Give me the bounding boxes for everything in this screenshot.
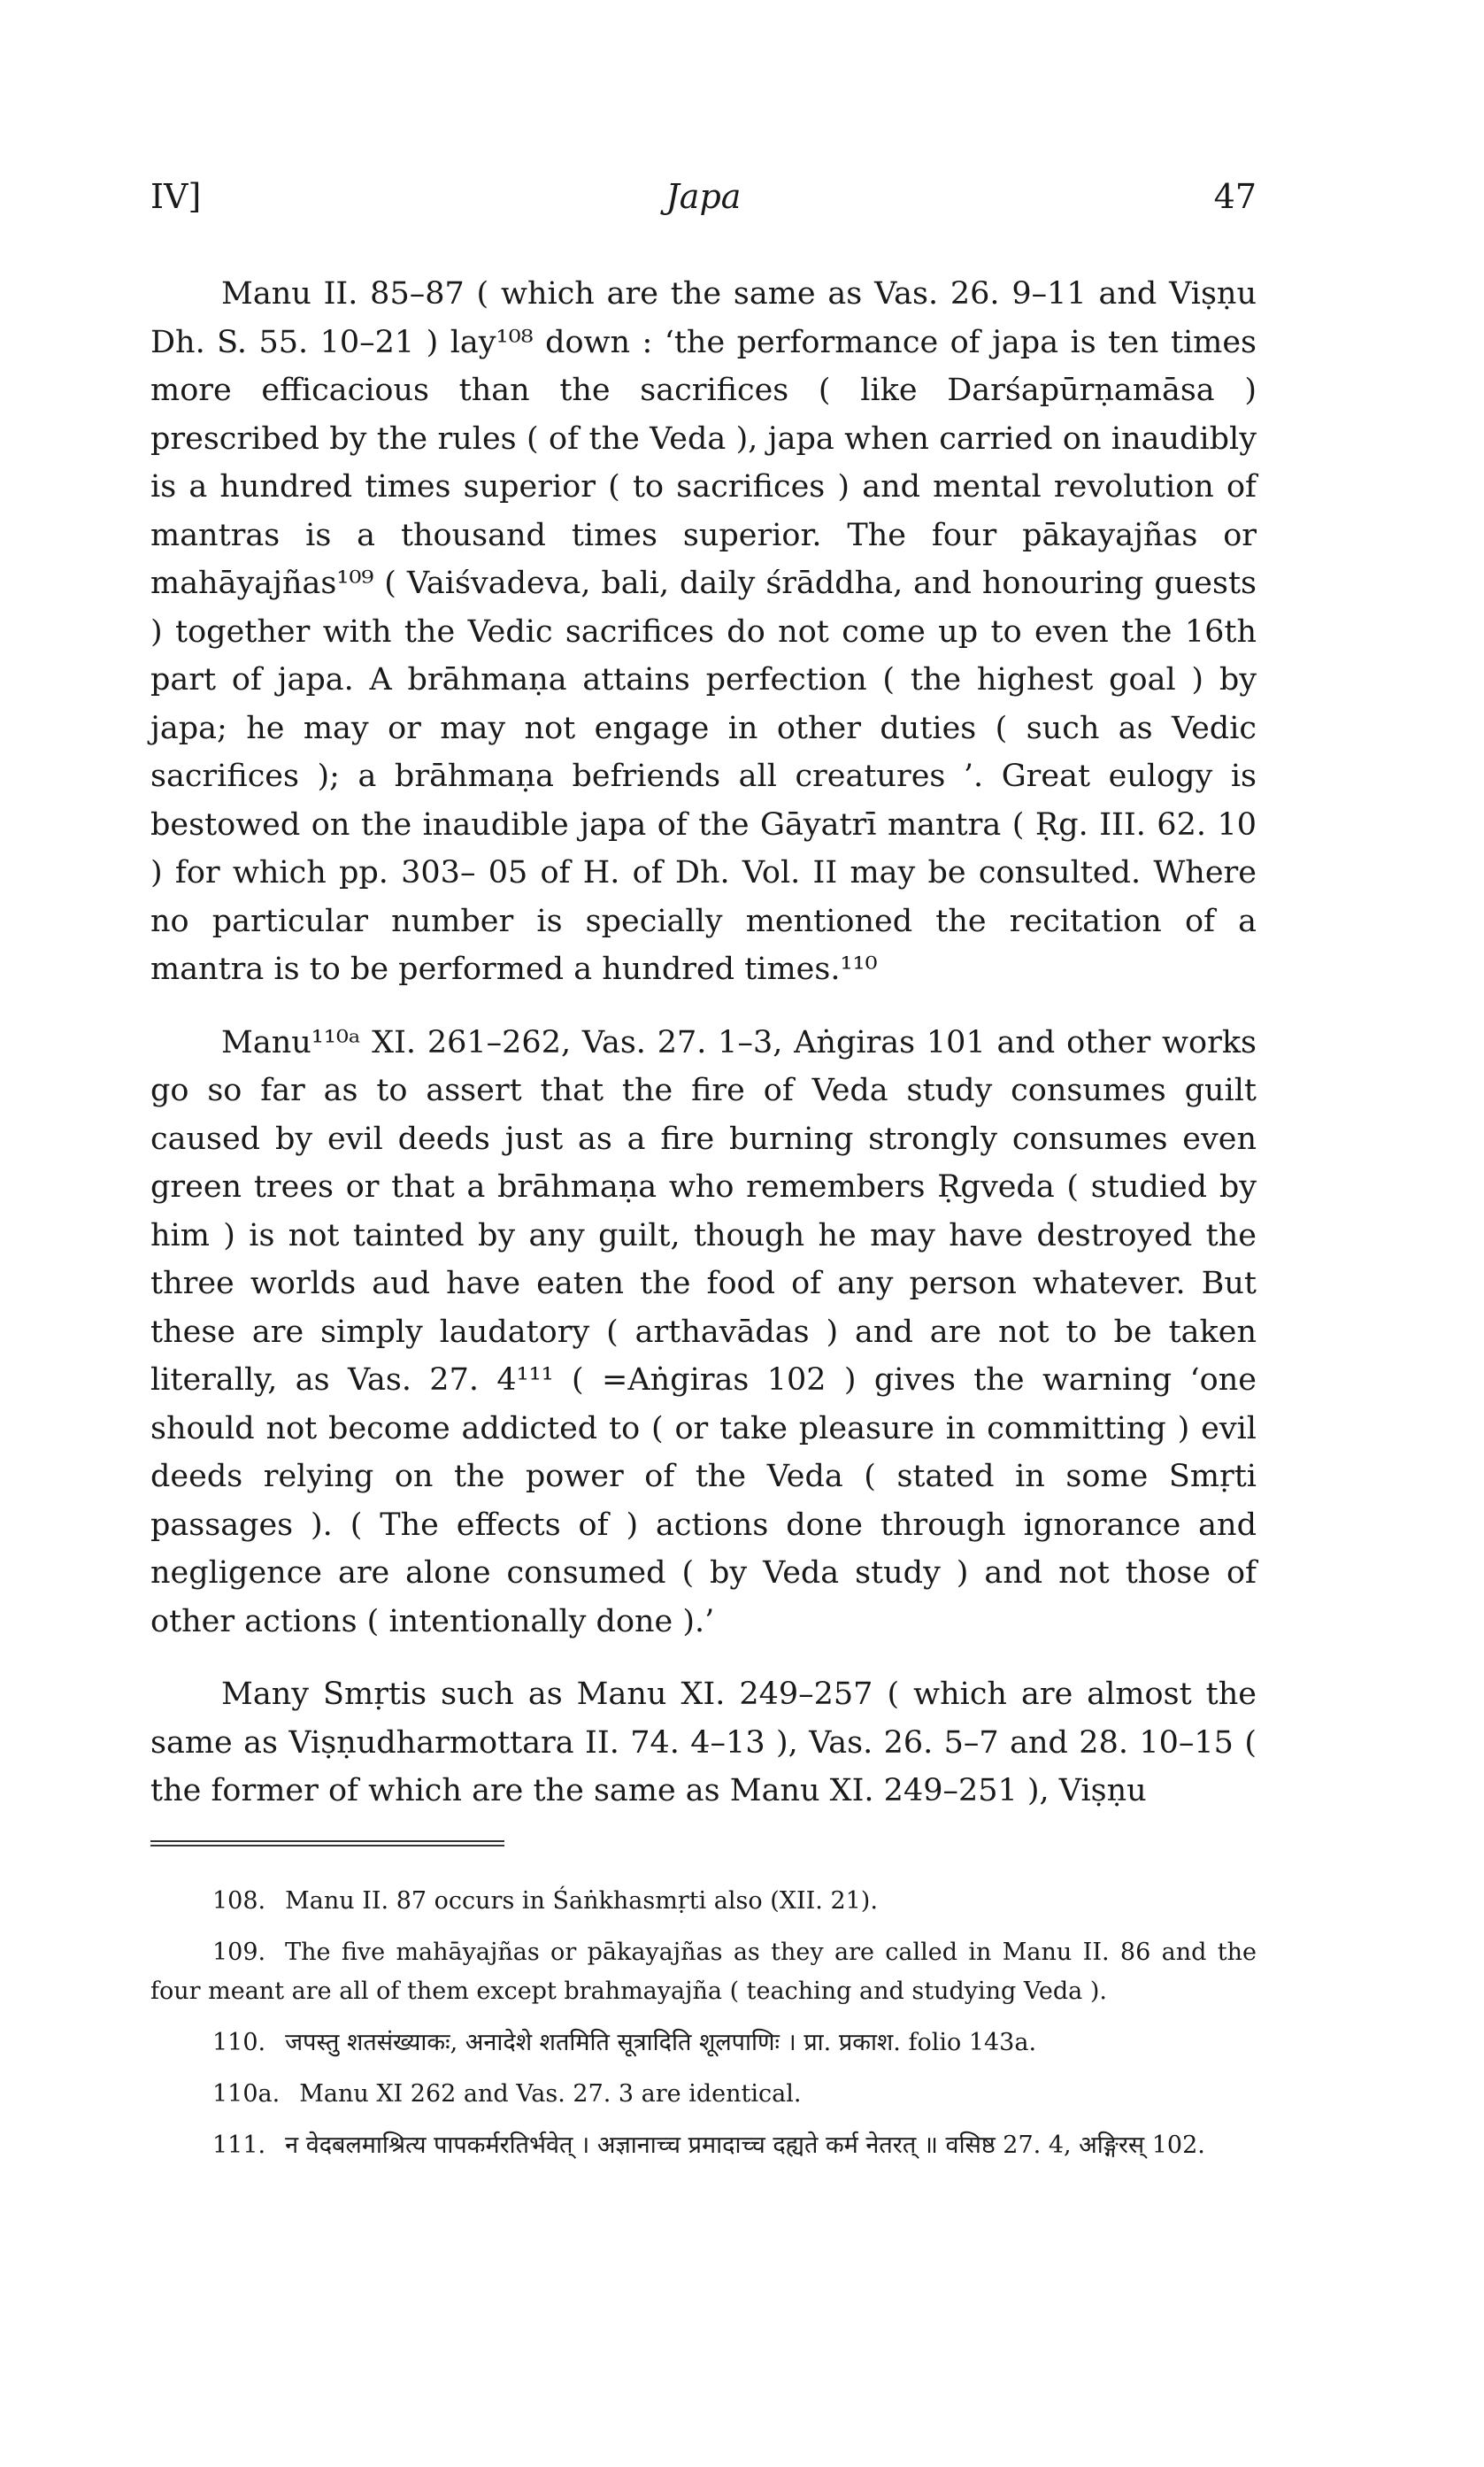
paragraph: Many Smṛtis such as Manu XI. 249–257 ( which are almost the same as Viṣṇudharmottara II. 74. 4–13 ), Vas. 26. 5–7 and 28. 10–15 ( the former of which are the same as Manu XI. 249–251 ), Viṣṇu xyxy=(150,1677,1257,1808)
paragraph: Manu II. 85–87 ( which are the same as Vas. 26. 9–11 and Viṣṇu Dh. S. 55. 10–21 ) lay¹⁰⁸ down : ‘the performance of japa is ten times more efficacious than the sacrifices ( like Darśapūrṇamāsa ) prescribed by the rules ( of the Veda ), japa when carried on inaudibly is a hundred times superior ( to sacrifices ) and mental revolution of mantras is a thousand times superior. The four pākayajñas or mahāyajñas¹⁰⁹ ( Vaiśvadeva, bali, daily śrāddha, and honouring guests ) together with the Vedic sacrifices do not come up to even the 16th part of japa. A brāhmaṇa attains perfection ( the highest goal ) by japa; he may or may not engage in other duties ( such as Vedic sacrifices ); a brāhmaṇa befriends all creatures ’. Great eulogy is bestowed on the inaudible japa of the Gāyatrī mantra ( Ṛg. III. 62. 10 ) for which pp. 303– 05 of H. of Dh. Vol. II may be consulted. Where no particular number is specially mentioned the recitation of a mantra is to be performed a hundred times.¹¹⁰ xyxy=(150,276,1257,987)
footnote-number: 109. xyxy=(212,1938,266,1966)
footnote-111 xyxy=(150,2126,1257,2165)
main-text xyxy=(150,270,1257,1816)
footnote-text: The five mahāyajñas or pākayajñas as they are called in Manu II. 86 and the four meant are all of them except brahmayajña ( teaching and studying Veda ). xyxy=(150,1938,1257,2005)
footnote-text: Manu II. 87 occurs in Śaṅkhasmṛti also (XII. 21). xyxy=(285,1886,878,1915)
footnote-109 xyxy=(150,1933,1257,2011)
running-header xyxy=(150,177,1257,239)
footnotes xyxy=(150,1882,1257,2165)
running-title: Japa xyxy=(665,177,742,216)
footnote-text: न वेदबलमाश्रित्य पापकर्मरतिर्भवेत् । अज्ञानाच्च प्रमादाच्च दह्यते कर्म नेतरत् ॥ वसिष्ठ 27. 4, अङ्गिरस् 102. xyxy=(285,2131,1205,2159)
book-page xyxy=(150,177,1257,2178)
footnote-108 xyxy=(150,1882,1257,1921)
page-number: 47 xyxy=(1213,177,1257,216)
footnote-110 xyxy=(150,2024,1257,2062)
footnote-number: 111. xyxy=(212,2131,266,2159)
footnote-divider xyxy=(150,1840,504,1846)
chapter-number: IV] xyxy=(150,177,202,216)
footnote-text: Manu XI 262 and Vas. 27. 3 are identical. xyxy=(299,2079,802,2108)
paragraph: Manu¹¹⁰ᵃ XI. 261–262, Vas. 27. 1–3, Aṅgiras 101 and other works go so far as to assert that the fire of Veda study consumes guilt caused by evil deeds just as a fire burning strongly consumes even green trees or that a brāhmaṇa who remembers Ṛgveda ( studied by him ) is not tainted by any guilt, though he may have destroyed the three worlds aud have eaten the food of any person whatever. But these are simply laudatory ( arthavādas ) and are not to be taken literally, as Vas. 27. 4¹¹¹ ( =Aṅgiras 102 ) gives the warning ‘one should not become addicted to ( or take pleasure in committing ) evil deeds relying on the power of the Veda ( stated in some Smṛti passages ). ( The effects of ) actions done through ignorance and negligence are alone consumed ( by Veda study ) and not those of other actions ( intentionally done ).’ xyxy=(150,1024,1257,1639)
footnote-text: जपस्तु शतसंख्याकः, अनादेशे शतमिति सूत्रादिति शूलपाणिः । प्रा. प्रकाश. folio 143a. xyxy=(285,2028,1037,2056)
footnote-number: 110. xyxy=(212,2028,266,2056)
footnote-110a xyxy=(150,2075,1257,2114)
footnote-number: 110a. xyxy=(212,2079,281,2108)
footnote-number: 108. xyxy=(212,1886,266,1915)
